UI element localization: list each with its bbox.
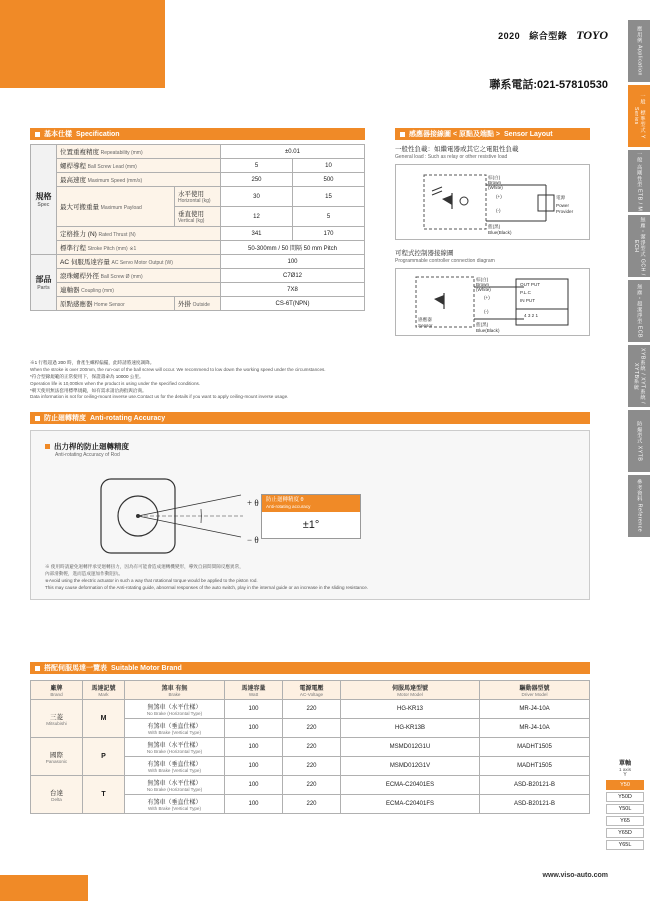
spec-value: 12 bbox=[221, 207, 293, 227]
spec-row-label: 滾珠螺桿外徑 Ball Screw Ø (mm) bbox=[57, 269, 221, 283]
svg-text:(-): (-) bbox=[484, 309, 489, 314]
motor-model: HG-KR13 bbox=[341, 700, 480, 719]
svg-text:(White): (White) bbox=[488, 185, 503, 190]
anti-note-line: 內部滑動輕，進而造成運加作動阻抗。 bbox=[45, 571, 124, 577]
driver-model: MADHT1505 bbox=[480, 738, 590, 757]
spec-row-label: 最大可搬重量 Maximum Payload bbox=[57, 187, 175, 227]
table-row bbox=[31, 297, 365, 311]
table-row bbox=[31, 173, 365, 187]
col-mark: 馬達記號 Mark bbox=[83, 681, 125, 700]
motor-brake: 有煞車（垂直仕樣） With Brake (Vertical Type) bbox=[125, 719, 225, 738]
bullet-square-icon bbox=[400, 132, 405, 137]
anti-accuracy-head bbox=[262, 495, 360, 512]
svg-text:(White): (White) bbox=[476, 287, 491, 292]
svg-text:感應器: 感應器 bbox=[418, 317, 432, 322]
svg-text:4 3 2 1: 4 3 2 1 bbox=[524, 313, 539, 318]
sensor-title-cn: 感應器接線圖 < 原點及端點 > bbox=[409, 131, 501, 138]
side-tab-list[interactable] bbox=[628, 20, 650, 540]
spec-group-parts bbox=[31, 255, 57, 311]
anti-notes bbox=[45, 563, 368, 591]
motor-voltage: 220 bbox=[283, 795, 341, 814]
spec-value: ±0.01 bbox=[221, 145, 365, 159]
spec-value: 250 bbox=[221, 173, 293, 187]
spec-row-label: 定格推力 (N) Rated Thrust (N) bbox=[57, 227, 221, 241]
side-tab-application[interactable]: 應用例 Application bbox=[628, 20, 650, 82]
anti-note-line: ※Avoid using the electric actuator in such a way that rotational torque would be applied to the piston rod. bbox=[45, 578, 258, 584]
sensor-title-en: Sensor Layout bbox=[504, 130, 553, 138]
anti-rotating-panel bbox=[30, 430, 590, 600]
spec-note-line: When the stroke is over 200mm, the run-out of the ball screw will occur. We recommend to low down the working speed under the circumstances. bbox=[30, 366, 326, 372]
table-row bbox=[31, 738, 590, 757]
table-row bbox=[31, 255, 365, 269]
svg-text:Blue(Black): Blue(Black) bbox=[476, 328, 500, 333]
anti-note-line: This may cause deformation of the Anti-rotating guide, abnormal responses of the auto switch, play in the internal guide or an increase in the sliding resistance. bbox=[45, 585, 369, 591]
anti-accuracy-head-en: Anti-rotating accuracy bbox=[266, 504, 311, 510]
side-tab-etb-m[interactable]: 一般 高剛性型 ETB / M bbox=[628, 150, 650, 212]
spec-row-label: 連軸器 Coupling (mm) bbox=[57, 283, 221, 297]
spec-title-en: Specification bbox=[76, 130, 120, 138]
svg-text:棕(白): 棕(白) bbox=[488, 175, 501, 180]
motor-voltage: 220 bbox=[283, 700, 341, 719]
motor-model: HG-KR13B bbox=[341, 719, 480, 738]
table-row bbox=[31, 283, 365, 297]
motor-watt: 100 bbox=[225, 700, 283, 719]
motor-brand: 國際 Panasonic bbox=[31, 738, 83, 776]
driver-model: MR-J4-10A bbox=[480, 719, 590, 738]
spec-note-line: Operation life is 10,000km when the product is using under the specified conditions. bbox=[30, 380, 201, 386]
motor-title-en: Suitable Motor Brand bbox=[111, 664, 182, 672]
spec-value: 341 bbox=[221, 227, 293, 241]
spec-value: 100 bbox=[221, 255, 365, 269]
motor-mark: T bbox=[83, 776, 125, 814]
svg-text:Brown: Brown bbox=[476, 282, 490, 287]
spec-group-spec bbox=[31, 145, 57, 255]
spec-value: 5 bbox=[221, 159, 293, 173]
spec-row-label: 螺桿導程 Ball Screw Lead (mm) bbox=[57, 159, 221, 173]
spec-table-wrap bbox=[30, 144, 365, 311]
contact-phone: 聯系電話:021-57810530 bbox=[489, 79, 608, 91]
anti-subtitle-en: Anti-rotating Accuracy of Rod bbox=[55, 452, 120, 458]
side-tab-reference[interactable]: 參考資料 Reference bbox=[628, 475, 650, 537]
table-row bbox=[31, 145, 365, 159]
axis-title-cn: 單軸 bbox=[618, 761, 631, 767]
axis-letter: Y bbox=[623, 772, 627, 778]
svg-text:(+): (+) bbox=[496, 194, 502, 199]
svg-text:(-): (-) bbox=[496, 208, 501, 213]
svg-text:OUT PUT: OUT PUT bbox=[520, 282, 541, 287]
motor-mark: M bbox=[83, 700, 125, 738]
motor-brake: 有煞車（垂直仕樣） With Brake (Vertical Type) bbox=[125, 795, 225, 814]
header-title bbox=[498, 28, 608, 43]
axis-model-y65d[interactable]: Y65D bbox=[606, 828, 644, 838]
spec-title-cn: 基本仕樣 bbox=[44, 131, 72, 138]
spec-group-spec-cn: 規格 bbox=[35, 192, 52, 201]
table-row bbox=[31, 187, 365, 207]
axis-model-y50[interactable]: Y50 bbox=[606, 780, 644, 790]
theta-plus-label: + θ bbox=[247, 498, 259, 508]
brand-logo: TOYO bbox=[576, 28, 608, 42]
col-watt: 馬達容量 Watt bbox=[225, 681, 283, 700]
anti-accuracy-value: ±1° bbox=[302, 519, 320, 532]
bullet-square-orange-icon bbox=[45, 444, 50, 449]
spec-value: 500 bbox=[293, 173, 365, 187]
spec-note-line: *朝天使用無法套用標準規範，如有需求請洽詢指與洽商。 bbox=[30, 387, 147, 393]
table-row bbox=[31, 269, 365, 283]
motor-table bbox=[30, 680, 590, 814]
col-brake: 煞車 有無 Brake bbox=[125, 681, 225, 700]
spec-value: 10 bbox=[293, 159, 365, 173]
spec-value: 30 bbox=[221, 187, 293, 207]
motor-brake: 無煞車（水平仕樣） No Brake (Horizontal Type) bbox=[125, 776, 225, 795]
motor-brake: 有煞車（垂直仕樣） With Brake (Vertical Type) bbox=[125, 757, 225, 776]
side-tab-xyb-xyt[interactable]: XYB系統 / XYT系統 / XYTB系統 bbox=[628, 345, 650, 407]
svg-text:Power: Power bbox=[556, 203, 570, 208]
motor-brake: 無煞車（水平仕樣） No Brake (Horizontal Type) bbox=[125, 738, 225, 757]
axis-model-y50d[interactable]: Y50D bbox=[606, 792, 644, 802]
spec-row-label: AC 伺服馬達容量 AC Servo Motor Output (W) bbox=[57, 255, 221, 269]
motor-title-cn: 搭配伺服馬達一覽表 bbox=[44, 665, 107, 672]
svg-text:Sensor: Sensor bbox=[418, 323, 433, 328]
anti-title-cn-head: 防止廻轉精度 bbox=[44, 415, 86, 422]
spec-value: 15 bbox=[293, 187, 365, 207]
spec-group-parts-en: Parts bbox=[37, 285, 50, 291]
motor-voltage: 220 bbox=[283, 776, 341, 795]
col-brand: 廠牌 Brand bbox=[31, 681, 83, 700]
spec-sub-label: 外掛 Outside bbox=[175, 297, 221, 311]
motor-watt: 100 bbox=[225, 757, 283, 776]
spec-row-label: 原點感應器 Home Sensor bbox=[57, 297, 175, 311]
driver-model: ASD-B20121-B bbox=[480, 776, 590, 795]
spec-sub-label: 垂直使用 Vertical (kg) bbox=[175, 207, 221, 227]
axis-selector[interactable] bbox=[606, 758, 644, 850]
motor-watt: 100 bbox=[225, 719, 283, 738]
spec-row-label: 最高速度 Maximum Speed (mm/s) bbox=[57, 173, 221, 187]
svg-text:Blue(Black): Blue(Black) bbox=[488, 230, 512, 235]
col-driver-model: 驅動器型號 Driver Model bbox=[480, 681, 590, 700]
motor-voltage: 220 bbox=[283, 719, 341, 738]
motor-watt: 100 bbox=[225, 795, 283, 814]
spec-value: 50-300mm / 50 間隔 50 mm Pitch bbox=[221, 241, 365, 255]
table-row bbox=[31, 241, 365, 255]
footer-url[interactable]: www.viso-auto.com bbox=[542, 872, 608, 879]
spec-row-label: 位置重複精度 Repeatability (mm) bbox=[57, 145, 221, 159]
axis-model-y65[interactable]: Y65 bbox=[606, 816, 644, 826]
driver-model: MR-J4-10A bbox=[480, 700, 590, 719]
spec-group-parts-cn: 部品 bbox=[35, 275, 52, 284]
motor-model: ECMA-C20401FS bbox=[341, 795, 480, 814]
sensor-diagram-plc bbox=[395, 268, 590, 336]
svg-text:(+): (+) bbox=[484, 295, 490, 300]
spec-note-line: ※1 行程超過 200 時，會產生螺桿偏擺，此時請將速度調降。 bbox=[30, 360, 155, 365]
spec-note-line: Data information is not for ceiling-mount inverse use.Contact us for the details if you want to apply ceiling-mount inverse usage. bbox=[30, 394, 289, 400]
svg-text:Brown: Brown bbox=[488, 180, 502, 185]
spec-value: 5 bbox=[293, 207, 365, 227]
motor-model: MSMD012G1U bbox=[341, 738, 480, 757]
axis-title-en: 1 axis bbox=[618, 767, 631, 772]
sensor-caption2-en: Programmable controller connection diagram bbox=[395, 258, 495, 264]
motor-brand: 三菱 Mitsubishi bbox=[31, 700, 83, 738]
driver-model: MADHT1505 bbox=[480, 757, 590, 776]
side-tab-ecb[interactable]: 無塵・超潔淨型 ECB bbox=[628, 280, 650, 342]
spec-value: 7X8 bbox=[221, 283, 365, 297]
svg-text:P.L.C: P.L.C bbox=[520, 290, 531, 295]
svg-text:Provider: Provider bbox=[556, 209, 574, 214]
table-row bbox=[31, 776, 590, 795]
motor-voltage: 220 bbox=[283, 757, 341, 776]
svg-text:棕(白): 棕(白) bbox=[476, 277, 489, 282]
spec-section-header bbox=[30, 128, 365, 140]
anti-rotating-block bbox=[30, 418, 590, 600]
side-tab-xytb[interactable]: 防爆型式 XYTB bbox=[628, 410, 650, 472]
table-header-row bbox=[31, 681, 590, 700]
spec-value: CS-6T(NPN) bbox=[221, 297, 365, 311]
axis-model-y50l[interactable]: Y50L bbox=[606, 804, 644, 814]
side-tab-y-series[interactable]: 一般 標準型式 Y Series bbox=[628, 85, 650, 147]
spec-notes bbox=[30, 360, 370, 401]
side-tab-gch-ech[interactable]: 無塵・潔淨型式 GCH / ECH bbox=[628, 215, 650, 277]
sensor-caption2-cn: 可程式控制器接線圖 bbox=[395, 250, 454, 257]
motor-watt: 100 bbox=[225, 738, 283, 757]
spec-sub-label: 水平使用 Horizontal (kg) bbox=[175, 187, 221, 207]
motor-model: ECMA-C20401ES bbox=[341, 776, 480, 795]
anti-note-line: ※ 使用時請避免迴轉伴承受廻轉扭力，因為有可能會造成廻轉機變形，導致自鈕間間隙反應異常， bbox=[45, 564, 244, 569]
col-voltage: 電源電壓 AC-Voltage bbox=[283, 681, 341, 700]
spec-note-line: *符合型錄規範的正常使用下，保證壽命為 10000 公里。 bbox=[30, 373, 144, 379]
header-year: 2020 bbox=[498, 31, 521, 41]
axis-model-y65l[interactable]: Y65L bbox=[606, 840, 644, 850]
sensor-section-header bbox=[395, 128, 590, 140]
table-row bbox=[31, 159, 365, 173]
spec-group-spec-en: Spec bbox=[37, 202, 50, 208]
svg-text:藍(黑): 藍(黑) bbox=[488, 224, 501, 229]
svg-text:IN PUT: IN PUT bbox=[520, 298, 536, 303]
spec-row-label: 標準行程 Stroke Pitch (mm) ※1 bbox=[57, 241, 221, 255]
anti-title-en-head: Anti-rotating Accuracy bbox=[90, 414, 166, 422]
sensor-caption1-en: General load : Such as relay or other resistive load bbox=[395, 154, 508, 160]
motor-voltage: 220 bbox=[283, 738, 341, 757]
motor-table-wrap bbox=[30, 668, 590, 814]
spec-table bbox=[30, 144, 365, 311]
driver-model: ASD-B20121-B bbox=[480, 795, 590, 814]
header-catalog-label: 綜合型錄 bbox=[529, 31, 568, 41]
motor-mark: P bbox=[83, 738, 125, 776]
svg-text:藍(黑): 藍(黑) bbox=[476, 322, 489, 327]
sensor-diagram-general-load bbox=[395, 164, 590, 240]
motor-watt: 100 bbox=[225, 776, 283, 795]
anti-subtitle-cn: 出力桿的防止廻轉精度 bbox=[45, 441, 129, 452]
anti-accuracy-head-cn: 防止廻轉精度 θ bbox=[266, 497, 304, 503]
col-motor-model: 伺服馬達型號 Motor Model bbox=[341, 681, 480, 700]
bullet-square-icon bbox=[35, 132, 40, 137]
theta-minus-label: − θ bbox=[247, 535, 259, 545]
header-orange-block bbox=[0, 0, 165, 88]
spec-value: C7Ø12 bbox=[221, 269, 365, 283]
motor-brake: 無煞車（水平仕樣） No Brake (Horizontal Type) bbox=[125, 700, 225, 719]
table-row bbox=[31, 700, 590, 719]
anti-accuracy-box bbox=[261, 494, 361, 539]
table-row bbox=[31, 227, 365, 241]
sensor-caption1-cn: 一般性負載：如繼電器或其它之電阻性負載 bbox=[395, 146, 519, 153]
motor-brand: 台達 Delta bbox=[31, 776, 83, 814]
svg-text:電源: 電源 bbox=[556, 195, 566, 200]
sensor-layout-block bbox=[395, 144, 590, 336]
footer-orange-block bbox=[0, 875, 88, 901]
motor-model: MSMD012G1V bbox=[341, 757, 480, 776]
spec-value: 170 bbox=[293, 227, 365, 241]
